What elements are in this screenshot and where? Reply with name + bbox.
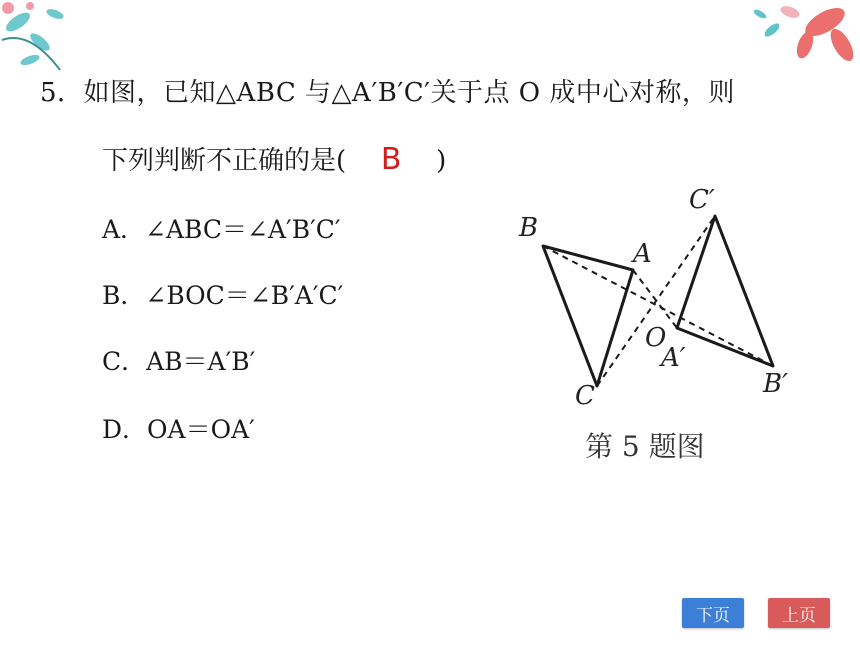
- option-c: C．AB＝A′B′: [102, 347, 256, 376]
- answer-text: B: [380, 142, 402, 177]
- question-close-paren: ): [436, 146, 447, 176]
- label-b: B: [519, 213, 539, 243]
- label-o: O: [645, 323, 667, 353]
- dashed-segment-cc: [597, 216, 715, 386]
- label-b-prime: B′: [763, 369, 789, 399]
- question-line-2: [102, 140, 446, 177]
- geometry-figure: [505, 178, 835, 478]
- triangle-abc: [543, 246, 633, 386]
- label-c: C: [575, 381, 595, 411]
- option-a: A．∠ABC＝∠A′B′C′: [102, 215, 341, 244]
- option-b: B．∠BOC＝∠B′A′C′: [102, 281, 344, 310]
- answer-slot: [346, 142, 436, 177]
- question-prompt: 下列判断不正确的是(: [102, 146, 347, 176]
- label-a-prime: A′: [661, 343, 686, 373]
- corner-flowers-decoration: [730, 0, 860, 75]
- corner-leaves-decoration: [0, 0, 120, 80]
- label-a: A: [633, 239, 652, 269]
- figure-caption: 第 5 题图: [585, 430, 705, 463]
- previous-page-button[interactable]: 上页: [768, 598, 830, 628]
- dashed-segment-aa: [633, 270, 677, 328]
- next-page-button[interactable]: 下页: [682, 598, 744, 628]
- option-d: D．OA＝OA′: [102, 415, 255, 444]
- label-c-prime: C′: [689, 185, 715, 215]
- question-line-1: 5．如图，已知△ABC 与△A′B′C′关于点 O 成中心对称，则: [40, 78, 735, 108]
- triangle-apbpcp: [677, 216, 773, 366]
